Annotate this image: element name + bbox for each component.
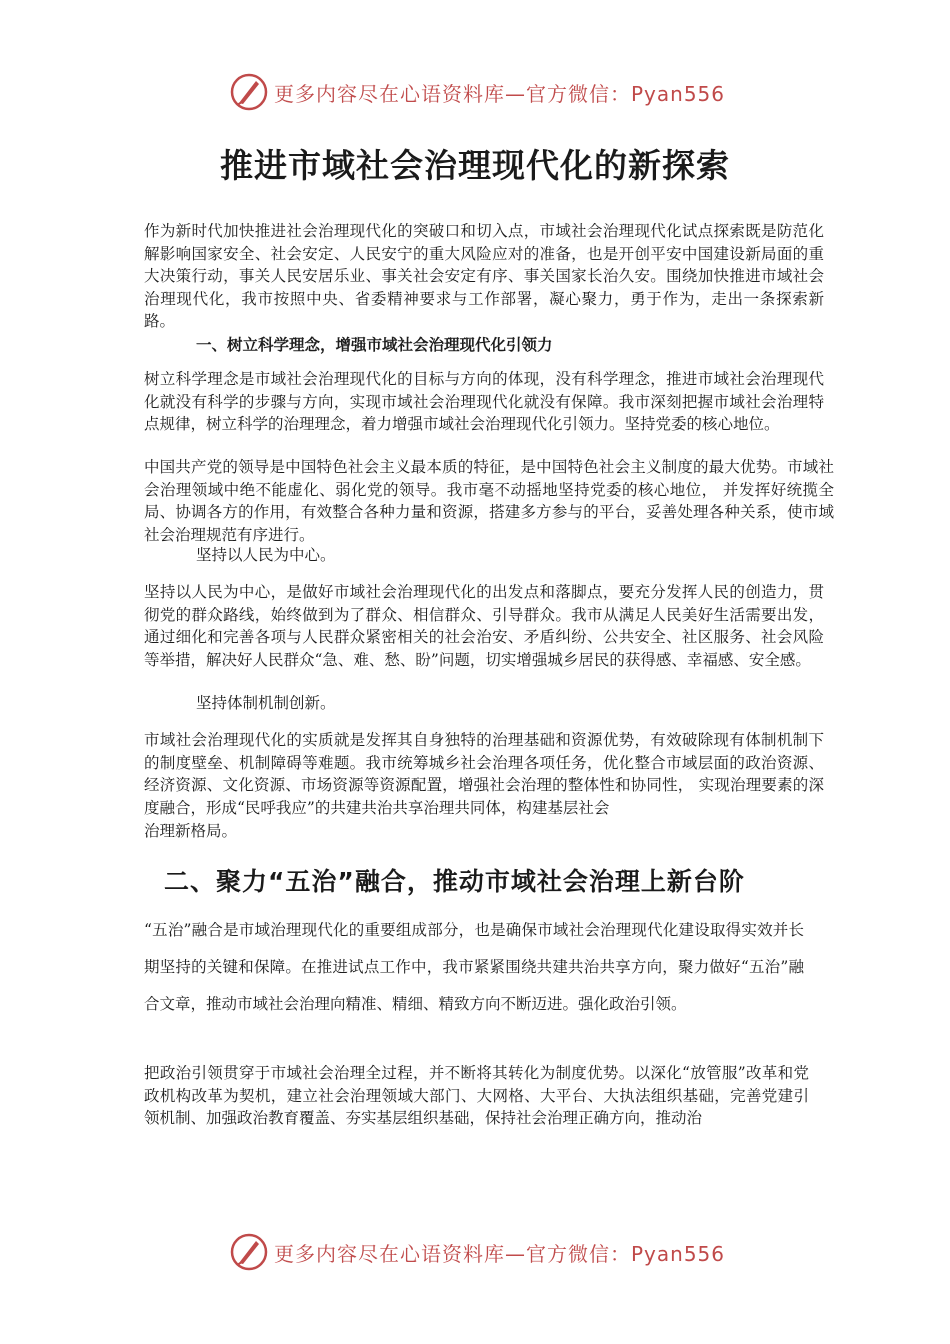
intro-paragraph: 作为新时代加快推进社会治理现代化的突破口和切入点，市域社会治理现代化试点探索既是防范化解影响国家安全、社会安定、人民安宁的重大风险应对的准备，也是开创平安中国建设新局面的重大决策行动，事关人民安居乐业、事关社会安定有序、事关国家长治久安。围绕加快推进市域社会治理现代化，我市按照中央、省委精神要求与工作部署，凝心聚力，勇于作为，走出一条探索新路。 [144,222,824,330]
section1-heading: 一、树立科学理念，增强市域社会治理现代化引领力 [196,335,553,354]
watermark-text: 更多内容尽在心语资料库—官方微信：Pyan556 [274,1241,726,1266]
section2-heading: 二、聚力“五治”融合，推动市域社会治理上新台阶 [164,867,745,896]
section2-paragraph-2: 把政治引领贯穿于市域社会治理全过程，并不断将其转化为制度优势。以深化“放管服”改革和党政机构改革为契机，建立社会治理领域大部门、大网格、大平台、大执法组织基础，完善党建引领机制、加强政治教育覆盖、夯实基层组织基础，保持社会治理正确方向，推动治 [144,1064,809,1127]
watermark-banner-top [228,70,725,114]
section2-paragraph-1: “五治”融合是市域治理现代化的重要组成部分，也是确保市域社会治理现代化建设取得实效并长期坚持的关键和保障。在推进试点工作中，我市紧紧围绕共建共治共享方向，聚力做好“五治”融合文章，推动市域社会治理向精准、精细、精致方向不断迈进。强化政治引领。 [144,921,804,1013]
quill-pen-icon [228,1231,270,1273]
document-title: 推进市域社会治理现代化的新探索 [220,146,730,185]
quill-pen-icon [228,71,270,113]
section1-paragraph-4: 市域社会治理现代化的实质就是发挥其自身独特的治理基础和资源优势，有效破除现有体制机制下的制度壁垒、机制障碍等难题。我市统筹城乡社会治理各项任务，优化整合市域层面的政治资源、经济资源、文化资源、市场资源等资源配置，增强社会治理的整体性和协同性， 实现治理要素的深度融合，形成“民呼我应”的共建共治共享治理共同体，构建基层社会 [144,731,824,817]
watermark-text: 更多内容尽在心语资料库—官方微信：Pyan556 [274,81,726,106]
subheading-people-centered: 坚持以人民为中心。 [196,546,336,564]
watermark-banner-bottom [228,1230,725,1274]
section1-paragraph-2: 中国共产党的领导是中国特色社会主义最本质的特征，是中国特色社会主义制度的最大优势。市域社会治理领域中绝不能虚化、弱化党的领导。我市毫不动摇地坚持党委的核心地位， 并发挥好统揽全局、协调各方的作用，有效整合各种力量和资源，搭建多方参与的平台，妥善处理各种关系，使市域社会治理规范有序进行。 [144,458,834,544]
section1-paragraph-1: 树立科学理念是市域社会治理现代化的目标与方向的体现，没有科学理念，推进市域社会治理现代化就没有科学的步骤与方向，实现市域社会治理现代化就没有保障。我市深刻把握市域社会治理特点规律，树立科学的治理理念，着力增强市域社会治理现代化引领力。坚持党委的核心地位。 [144,370,824,433]
subheading-institutional-innovation: 坚持体制机制创新。 [196,694,336,712]
section1-paragraph-4-tail: 治理新格局。 [144,822,238,840]
section1-paragraph-3: 坚持以人民为中心，是做好市域社会治理现代化的出发点和落脚点，要充分发挥人民的创造力，贯彻党的群众路线，始终做到为了群众、相信群众、引导群众。我市从满足人民美好生活需要出发，通过细化和完善各项与人民群众紧密相关的社会治安、矛盾纠纷、公共安全、社区服务、社会风险等举措，解决好人民群众“急、难、愁、盼”问题，切实增强城乡居民的获得感、幸福感、安全感。 [144,583,824,669]
